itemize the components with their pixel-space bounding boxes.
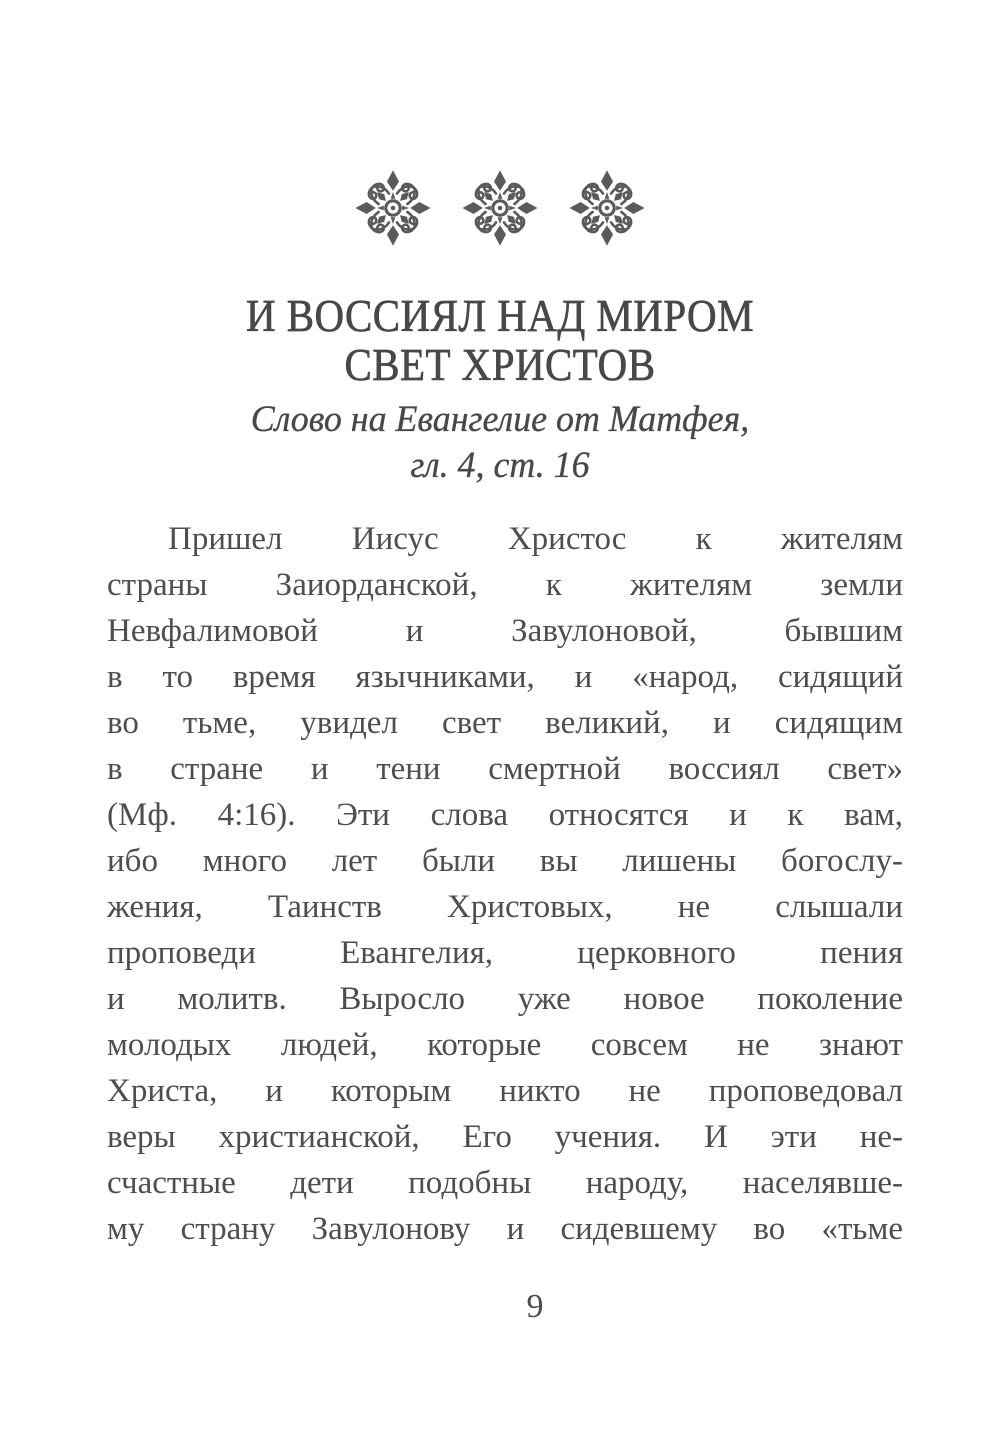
body-line: (Мф. 4:16). Эти слова относятся и к вам, — [107, 797, 903, 833]
title-line-2: СВЕТ ХРИСТОВ — [344, 340, 656, 390]
body-line: жения, Таинств Христовых, не слышали — [107, 889, 903, 925]
body-line: во тьме, увидел свет великий, и сидящим — [107, 705, 903, 741]
body-line: в стране и тени смертной воссиял свет» — [107, 751, 903, 787]
ornament-row — [0, 0, 1000, 248]
body-line: страны Заиорданской, к жителям земли — [107, 567, 903, 603]
body-line: Христа, и которым никто не проповедовал — [107, 1073, 903, 1109]
body-line: в то время язычниками, и «народ, сидящий — [107, 659, 903, 695]
fleuron-cross-icon — [353, 168, 433, 248]
page-subtitle — [0, 397, 1000, 489]
body-line: Невфалимовой и Завулоновой, бывшим — [107, 613, 903, 649]
fleuron-cross-icon — [460, 168, 540, 248]
body-line: ибо много лет были вы лишены богослу- — [107, 843, 903, 879]
page-title — [0, 292, 1000, 390]
body-line: веры христианской, Его учения. И эти не- — [107, 1119, 903, 1155]
subtitle-line-1: Слово на Евангелие от Матфея, — [250, 399, 750, 440]
fleuron-cross-icon — [567, 168, 647, 248]
page-number: 9 — [526, 1288, 544, 1325]
body-line: счастные дети подобны народу, населявше- — [107, 1165, 903, 1201]
body-line: молодых людей, которые совсем не знают — [107, 1027, 903, 1063]
body-line: Пришел Иисус Христос к жителям — [168, 521, 903, 557]
body-line: и молитв. Выросло уже новое поколение — [107, 981, 903, 1017]
title-line-1: И ВОССИЯЛ НАД МИРОМ — [246, 291, 754, 341]
page-footer — [107, 1288, 903, 1326]
subtitle-line-2: гл. 4, ст. 16 — [410, 445, 590, 486]
body-line: му страну Завулонову и сидевшему во «тьме — [107, 1211, 903, 1247]
body-line: проповеди Евангелия, церковного пения — [107, 935, 903, 971]
body-paragraph — [107, 516, 903, 1252]
